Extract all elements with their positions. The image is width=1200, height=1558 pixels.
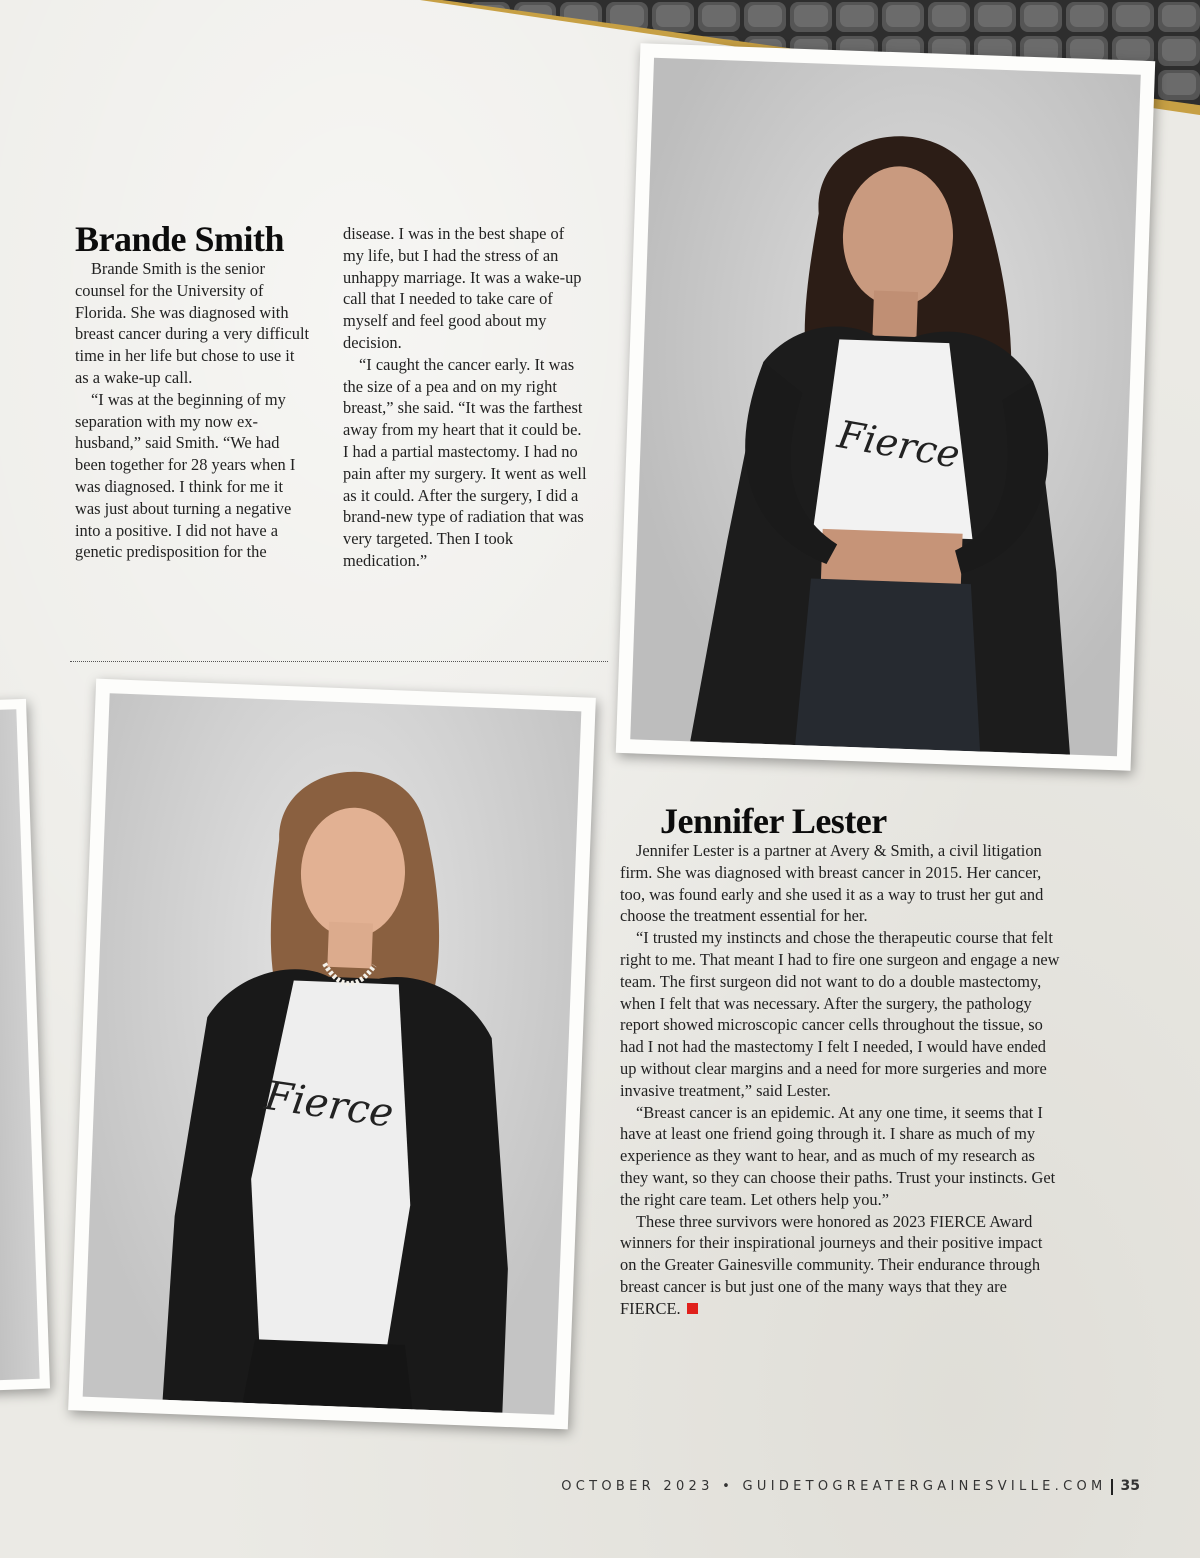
brande-photo-frame [616,43,1155,771]
page-number: 35 [1120,1478,1140,1494]
section-divider [70,661,608,662]
brande-paragraph: disease. I was in the best shape of my life, but I had the stress of an unhappy marriage. It was a wake-up call that I needed to take care of myself and feel good about my decision. [343,224,582,352]
brande-column-1 [75,258,310,563]
footer-separator: • [722,1479,735,1494]
jennifer-shirt-lettering: Fierce [261,1072,397,1137]
brande-shirt-lettering: Fierce [834,412,964,477]
footer-divider [1111,1479,1113,1495]
jennifer-photo [83,693,582,1415]
jennifer-paragraph: “Breast cancer is an epidemic. At any one time, it seems that I have at least one friend going through it. I share as much of my experience as they want to hear, and as much of my research as they want, so they can choose their paths. Trust your instincts. Get the right care team. Let others help you.” [620,1102,1056,1209]
closing-text: These three survivors were honored as 2023 FIERCE Award winners for their inspirational journeys and their positive impact on the Greater Gainesville community. Their endurance through breast cancer is but just one of the many ways that they are FIERCE. [620,1211,1043,1318]
jennifer-column [620,840,1060,1320]
footer-site: GUIDETOGREATERGAINESVILLE.COM [742,1479,1107,1494]
brande-portrait-illustration [630,58,1141,757]
jennifer-paragraph: “I trusted my instincts and chose the therapeutic course that felt right to me. That meant I had to fire one surgeon and engage a new team. The first surgeon did not want to do a double mastectomy, when I felt that was necessary. After the surgery, the pathology report showed microscopic cancer cells throughout the tissue, so had I not had the mastectomy I felt I needed, I would have ended up without clear margins and a need for more surgeries and more invasive treatment,” said Lester. [620,928,1060,1100]
brande-photo [630,58,1141,757]
jennifer-paragraph: Jennifer Lester is a partner at Avery & Smith, a civil litigation firm. She was diagnosed with breast cancer in 2015. Her cancer, too, was found early and she used it as a way to trust her gut and choose the treatment essential for her. [620,841,1044,926]
jennifer-portrait-illustration [83,693,582,1415]
jennifer-paragraph [620,1211,1060,1320]
page-footer [480,1478,1140,1495]
brande-smith-heading: Brande Smith [75,219,285,259]
brande-paragraph: “I was at the beginning of my separation with my now ex-husband,” said Smith. “We had been together for 28 years when I was diagnosed. I think for me it was just about turning a negative into a positive. I did not have a genetic predisposition for the [75,389,296,562]
brande-paragraph: “I caught the cancer early. It was the size of a pea and on my right breast,” she said. “It was the farthest away from my heart that it could be. I had a partial mastectomy. I had no pain after my surgery. It went as well as it could. After the surgery, I did a brand-new type of radiation that was very targeted. Then I took medication.” [343,354,587,570]
brande-paragraph: Brande Smith is the senior counsel for the University of Florida. She was diagnosed with breast cancer during a very difficult time in her life but chose to use it as a wake-up call. [75,259,310,387]
jennifer-lester-heading: Jennifer Lester [660,801,887,841]
end-mark-icon [687,1303,698,1314]
jennifer-photo-frame [68,679,596,1430]
footer-issue: OCTOBER 2023 [561,1479,714,1494]
brande-column-2 [343,223,588,572]
